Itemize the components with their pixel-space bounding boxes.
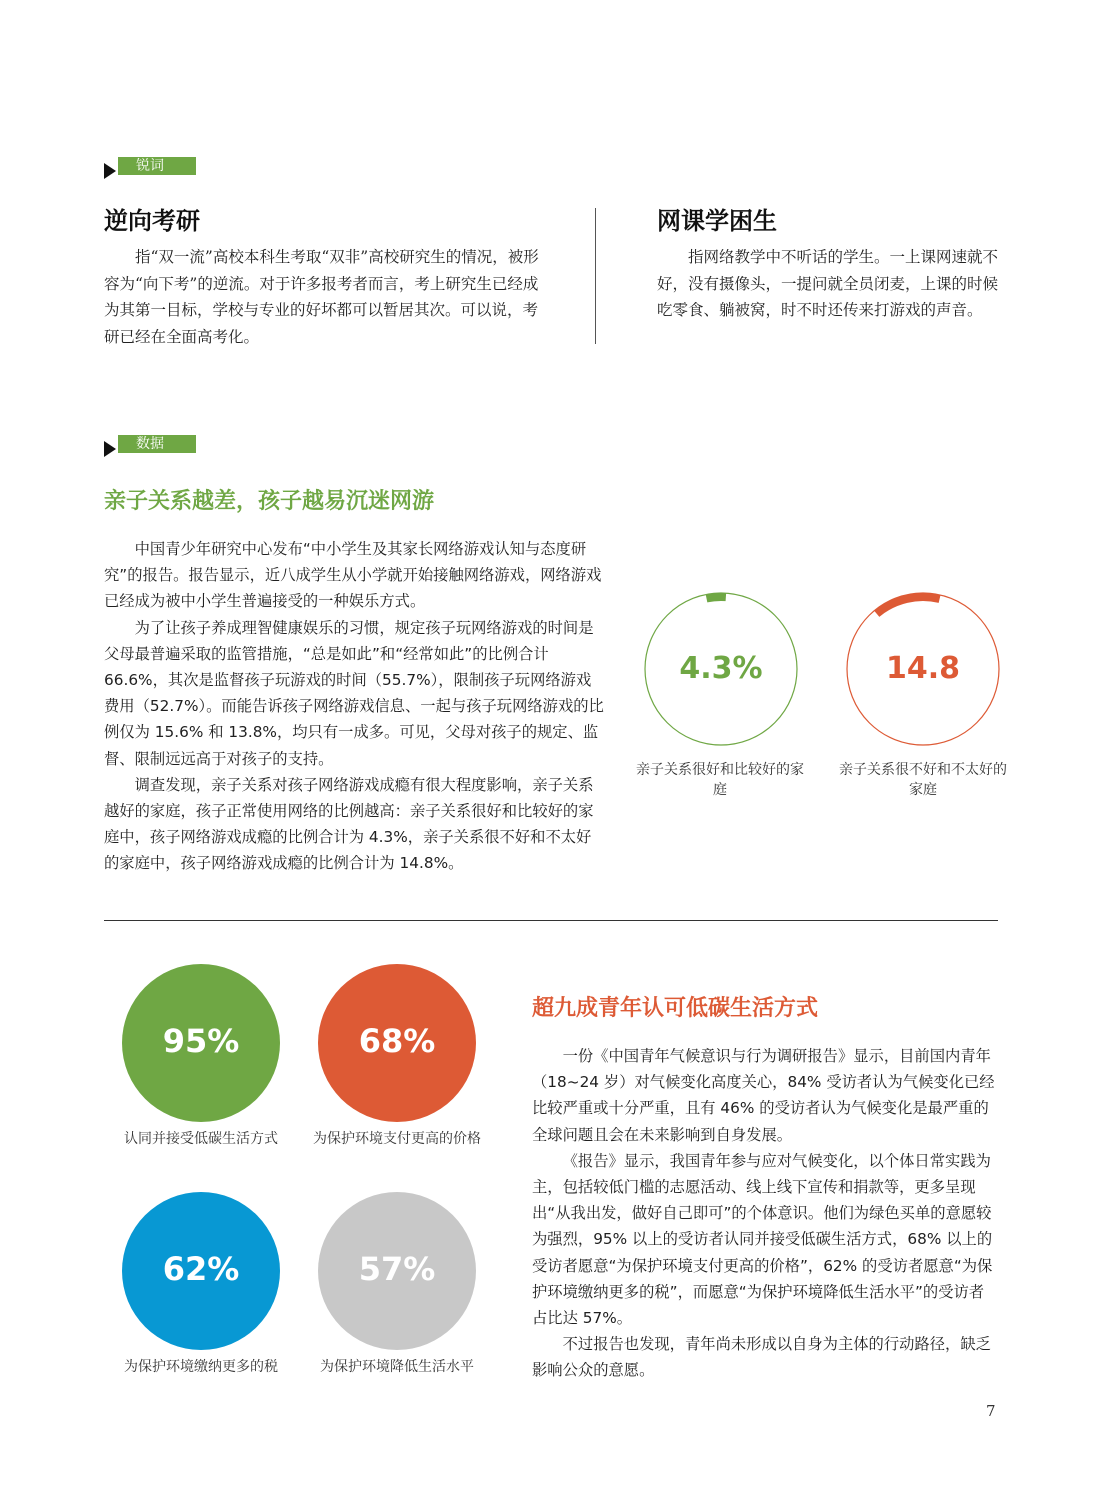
term-title-1: 逆向考研 (104, 207, 200, 235)
ring-arc-good (707, 597, 726, 598)
column-divider (595, 208, 596, 344)
stat-disc-caption: 认同并接受低碳生活方式 (124, 1131, 278, 1147)
stat-disc-blue (122, 1192, 280, 1350)
stat-disc-green (122, 964, 280, 1122)
article1-body (104, 536, 604, 877)
term-body-1-text: 指“双一流”高校本科生考取“双非”高校研究生的情况，被形容为“向下考”的逆流。对于许多报考者而言，考上研究生已经成为其第一目标，学校与专业的好坏都可以暂居其次。可以说，考研已经在全面高考化。 (104, 248, 539, 346)
term-title-2: 网课学困生 (657, 207, 777, 235)
stat-disc-gray (318, 1192, 476, 1350)
article2-body (532, 1043, 998, 1384)
article1-paragraph: 调查发现，亲子关系对孩子网络游戏成瘾有很大程度影响，亲子关系越好的家庭，孩子正常使用网络的比例越高：亲子关系很好和比较好的家庭中，孩子网络游戏成瘾的比例合计为 4.3%，亲子关系很不好和不太好的家庭中，孩子网络游戏成瘾的比例合计为 14.8%。 (104, 775, 594, 873)
stat-disc-value: 95% (162, 1022, 240, 1060)
article2-paragraph: 《报告》显示，我国青年参与应对气候变化，以个体日常实践为主，包括较低门槛的志愿活动、线上线下宣传和捐款等，更多呈现出“从我出发，做好自己即可”的个体意识。他们为绿色买单的意愿较为强烈，95% 以上的受访者认同并接受低碳生活方式，68% 以上的受访者愿意“为保护环境支付更高的价格”，62% 的受访者愿意“为保护环境缴纳更多的税”，而愿意“为保护环境降低生活水平”的受访者占比达 57%。 (532, 1151, 993, 1328)
article2-paragraph: 一份《中国青年气候意识与行为调研报告》显示，目前国内青年（18~24 岁）对气候变化高度关心，84% 受访者认为气候变化已经比较严重或十分严重，且有 46% 的受访者认为气候变化是最严重的全球问题且会在未来影响到自身发展。 (532, 1047, 995, 1144)
term-body-2-text: 指网络教学中不听话的学生。一上课网速就不好，没有摄像头，一提问就全员闭麦，上课的时候吃零食、躺被窝，时不时还传来打游戏的声音。 (657, 248, 999, 319)
term-body-1 (104, 244, 544, 350)
ring-value-bad: 14.8 (885, 651, 961, 686)
stat-disc-value: 62% (162, 1250, 240, 1288)
stat-disc-value: 68% (358, 1022, 436, 1060)
ring-value-good: 4.3% (679, 651, 763, 686)
article2-headline: 超九成青年认可低碳生活方式 (532, 996, 819, 1021)
stat-disc-caption: 为保护环境缴纳更多的税 (124, 1359, 278, 1375)
section-tag-label: 锐词 (118, 157, 196, 175)
stat-disc-caption: 为保护环境支付更高的价格 (313, 1131, 481, 1147)
triangle-marker-icon (104, 441, 116, 457)
stat-disc-caption: 为保护环境降低生活水平 (320, 1359, 474, 1375)
ring-caption-bad: 亲子关系很不好和不太好的家庭 (839, 762, 1007, 798)
article1-paragraph: 中国青少年研究中心发布“中小学生及其家长网络游戏认知与态度研究”的报告。报告显示，近八成学生从小学就开始接触网络游戏，网络游戏已经成为被中小学生普遍接受的一种娱乐方式。 (104, 540, 602, 611)
article2-paragraph: 不过报告也发现，青年尚未形成以自身为主体的行动路径，缺乏影响公众的意愿。 (532, 1335, 991, 1380)
page-number: 7 (986, 1402, 996, 1420)
article1-paragraph: 为了让孩子养成理智健康娱乐的习惯，规定孩子玩网络游戏的时间是父母最普遍采取的监管措施，“总是如此”和“经常如此”的比例合计 66.6%，其次是监督孩子玩游戏的时间（55.7%），限制孩子玩网络游戏费用（52.7%）。而能告诉孩子网络游戏信息、一起与孩子玩网络游戏的比例仅为 15.6% 和 13.8%，均只有一成多。可见，父母对孩子的规定、监督、限制远远高于对孩子的支持。 (104, 618, 604, 768)
section-divider (104, 920, 998, 921)
term-body-2 (657, 244, 1002, 324)
stat-disc-value: 57% (358, 1250, 436, 1288)
stat-disc-red (318, 964, 476, 1122)
article1-headline: 亲子关系越差，孩子越易沉迷网游 (104, 489, 435, 514)
ring-caption-good: 亲子关系很好和比较好的家庭 (636, 762, 804, 798)
section-tag-label: 数据 (118, 435, 196, 453)
triangle-marker-icon (104, 163, 116, 179)
ring-arc-bad (877, 597, 940, 614)
